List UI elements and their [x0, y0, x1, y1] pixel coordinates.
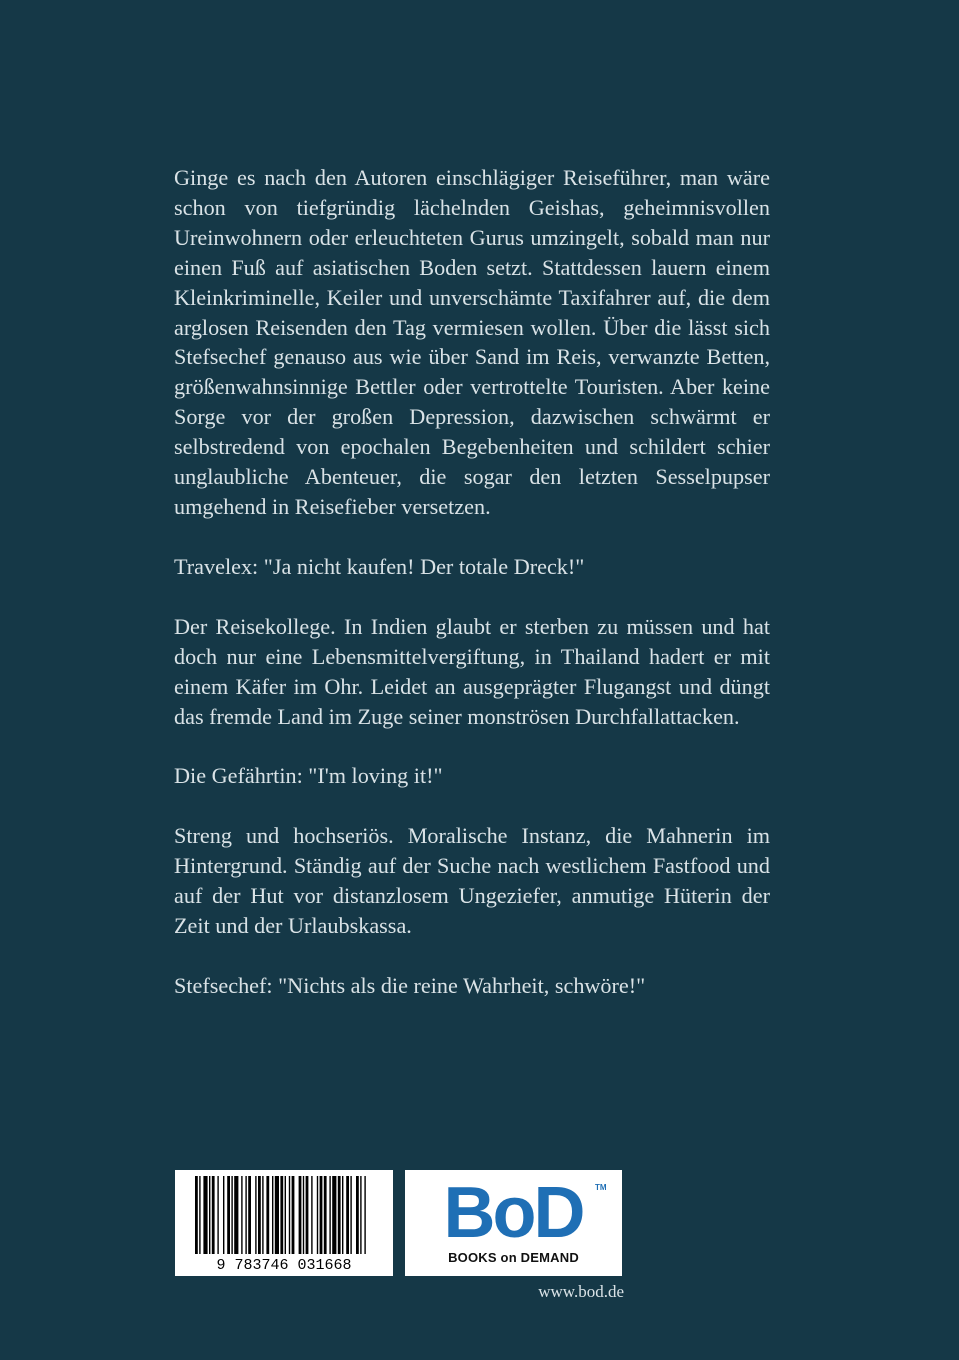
barcode-bar [262, 1176, 263, 1254]
barcode-bar [346, 1176, 349, 1254]
barcode-bar [266, 1176, 269, 1254]
barcode-bar [332, 1176, 336, 1254]
barcode-bar [311, 1176, 312, 1254]
bod-logo-text: BoD [443, 1173, 583, 1250]
barcode-bar [350, 1176, 351, 1254]
trademark-mark: TM [595, 1183, 607, 1192]
barcode-bar [217, 1176, 218, 1254]
barcode-bar [303, 1176, 304, 1254]
barcode-bar [280, 1176, 283, 1254]
blurb-text [174, 163, 770, 1031]
barcode-bar [342, 1176, 343, 1254]
blurb-quote-stefsechef: Stefsechef: "Nichts als die reine Wahrheit, schwöre!" [174, 972, 646, 998]
barcode-bar [324, 1176, 327, 1254]
barcode-digits: 9 783746 031668 [216, 1257, 352, 1274]
barcode-bar [320, 1176, 323, 1254]
barcode-bar [272, 1176, 273, 1254]
barcode-bar [199, 1176, 200, 1254]
bod-logo-graphic [405, 1170, 622, 1250]
barcode-bar [231, 1176, 232, 1254]
barcode-bar [329, 1176, 330, 1254]
barcode-bar [203, 1176, 207, 1254]
barcode-bar [285, 1176, 286, 1254]
barcode-bar [209, 1176, 210, 1254]
barcode-bar [356, 1176, 359, 1254]
isbn-barcode [175, 1170, 393, 1276]
barcode-bar [364, 1176, 365, 1254]
barcode-bar [195, 1176, 198, 1254]
barcode-bar [306, 1176, 309, 1254]
publisher-website[interactable]: www.bod.de [538, 1282, 624, 1301]
blurb-paragraph-colleague: Der Reisekollege. In Indien glaubt er sterben zu müssen und hat doch nur eine Lebensmittelvergiftung, in Thailand hadert er mit einem Käfer im Ohr. Leidet an ausgeprägter Flugangst und düngt das fremde Land im Zuge seiner monströsen Durchfallattacken. [174, 613, 770, 729]
barcode-bar [275, 1176, 279, 1254]
barcode-bar [248, 1176, 251, 1254]
barcode-bar [299, 1176, 302, 1254]
barcode-bar [258, 1176, 261, 1254]
barcode-bar [360, 1176, 361, 1254]
barcode-bar [227, 1176, 230, 1254]
barcode-bar [338, 1176, 341, 1254]
barcode-bar [245, 1176, 246, 1254]
bod-tagline: BOOKS on DEMAND [448, 1250, 579, 1265]
barcode-bar [317, 1176, 318, 1254]
barcode-graphic [175, 1170, 393, 1276]
barcode-bar [255, 1176, 256, 1254]
blurb-quote-travelex: Travelex: "Ja nicht kaufen! Der totale Dreck!" [174, 553, 585, 579]
blurb-paragraph-intro: Ginge es nach den Autoren einschlägiger Reiseführer, man wäre schon von tiefgründig lächelnden Geishas, geheimnisvollen Ureinwohnern oder erleuchteten Gurus umzingelt, sobald man nur einen Fuß auf asiatischen Boden setzt. Stattdessen lauern einem Kleinkriminelle, Keiler und unverschämte Taxifahrer auf, die dem arglosen Reisenden den Tag vermiesen wollen. Über die lässt sich Stefsechef genauso aus wie über Sand im Reis, verwanzte Betten, größenwahnsinnige Bettler oder vertrottelte Touristen. Aber keine Sorge vor der großen Depression, dazwischen schwärmt er selbstredend von epochalen Begebenheiten und schildert schier unglaubliche Abenteuer, die sogar den letzten Sesselpupser umgehend in Reisefieber versetzen. [174, 165, 770, 519]
blurb-quote-companion: Die Gefährtin: "I'm loving it!" [174, 763, 443, 789]
blurb-paragraph-companion: Streng und hochseriös. Moralische Instanz, die Mahnerin im Hintergrund. Ständig auf der Suche nach westlichem Fastfood und auf der Hut vor distanzlosem Ungeziefer, anmutige Hüterin der Zeit und der Urlaubskassa. [174, 823, 770, 939]
barcode-bar [289, 1176, 290, 1254]
barcode-bar [241, 1176, 242, 1254]
barcode-bar [292, 1176, 295, 1254]
barcode-bar [223, 1176, 224, 1254]
barcode-bar [212, 1176, 215, 1254]
barcode-bar [234, 1176, 238, 1254]
publisher-logo [405, 1170, 622, 1276]
barcode-bars [195, 1176, 366, 1254]
